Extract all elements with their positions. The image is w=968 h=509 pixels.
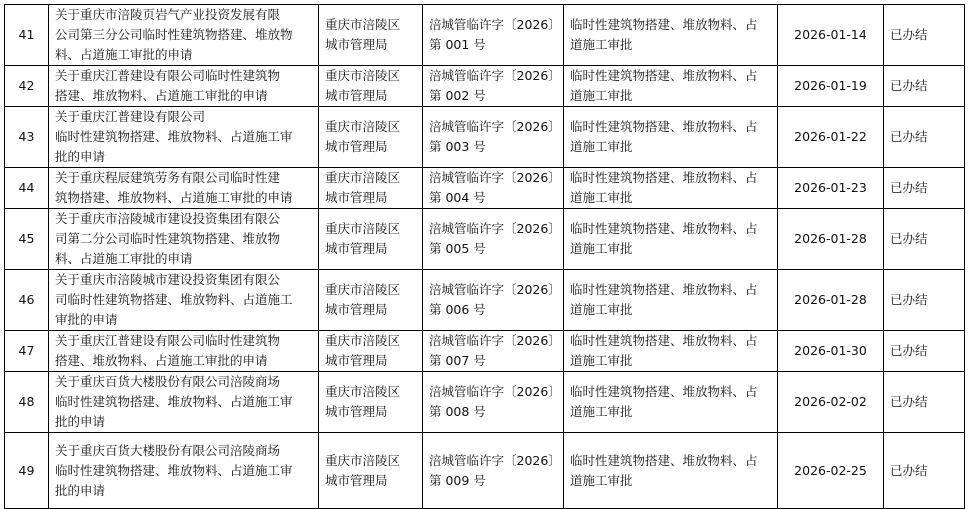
permit-number-line: 第 004 号	[429, 190, 486, 205]
approval-type-line: 道施工审批	[570, 139, 633, 154]
approval-type	[564, 168, 778, 209]
table-row	[5, 168, 965, 209]
issuing-department-line: 城市管理局	[325, 353, 388, 368]
table-row	[5, 433, 965, 509]
application-title-line: 料、占道施工审批的申请	[55, 47, 193, 62]
application-title	[49, 168, 319, 209]
issuing-department	[319, 270, 423, 331]
completion-date: 2026-01-19	[778, 66, 884, 107]
completion-date: 2026-02-25	[778, 433, 884, 509]
issuing-department-line: 重庆市涪陵区	[325, 17, 401, 32]
status-text: 已办结	[884, 209, 965, 270]
approval-type-line: 道施工审批	[570, 404, 633, 419]
approval-type	[564, 433, 778, 509]
application-title-line: 料、占道施工审批的申请	[55, 251, 193, 266]
approval-type-line: 道施工审批	[570, 353, 633, 368]
application-title	[49, 5, 319, 66]
approval-type	[564, 107, 778, 168]
issuing-department-line: 重庆市涪陵区	[325, 333, 401, 348]
issuing-department-line: 城市管理局	[325, 404, 388, 419]
approval-type-line: 道施工审批	[570, 302, 633, 317]
approval-type-line: 临时性建筑物搭建、堆放物料、占	[570, 119, 758, 134]
issuing-department	[319, 331, 423, 372]
permit-number-line: 第 003 号	[429, 139, 486, 154]
permit-number	[423, 433, 564, 509]
approval-type	[564, 270, 778, 331]
issuing-department-line: 重庆市涪陵区	[325, 119, 401, 134]
permit-number-line: 第 002 号	[429, 88, 486, 103]
issuing-department	[319, 5, 423, 66]
row-number: 48	[5, 372, 49, 433]
application-title-line: 司临时性建筑物搭建、堆放物料、占道施工	[55, 292, 293, 307]
status-text: 已办结	[884, 5, 965, 66]
approval-type	[564, 331, 778, 372]
permit-number-line: 涪城管临许字〔2026〕	[429, 17, 561, 32]
completion-date: 2026-01-28	[778, 209, 884, 270]
application-title	[49, 209, 319, 270]
application-title-line: 关于重庆市涪陵城市建设投资集团有限公	[55, 272, 281, 287]
issuing-department-line: 重庆市涪陵区	[325, 282, 401, 297]
application-title-line: 关于重庆江普建设有限公司临时性建筑物	[55, 68, 281, 83]
application-title-line: 关于重庆江普建设有限公司	[55, 109, 206, 124]
approval-type	[564, 5, 778, 66]
application-title-line: 临时性建筑物搭建、堆放物料、占道施工审	[55, 462, 293, 478]
completion-date: 2026-02-02	[778, 372, 884, 433]
application-title-line: 筑物搭建、堆放物料、占道施工审批的申请	[55, 190, 293, 205]
permit-number-line: 第 009 号	[429, 472, 486, 488]
issuing-department	[319, 209, 423, 270]
permit-number-line: 涪城管临许字〔2026〕	[429, 282, 561, 297]
application-title-line: 搭建、堆放物料、占道施工审批的申请	[55, 353, 268, 368]
approval-type-line: 临时性建筑物搭建、堆放物料、占	[570, 170, 758, 185]
status-text: 已办结	[884, 433, 965, 509]
approval-type-line: 道施工审批	[570, 88, 633, 103]
approval-type	[564, 66, 778, 107]
permit-number-line: 涪城管临许字〔2026〕	[429, 384, 561, 399]
approval-type-line: 道施工审批	[570, 241, 633, 256]
completion-date: 2026-01-23	[778, 168, 884, 209]
table-body	[5, 5, 965, 509]
application-title-line: 审批的申请	[55, 312, 118, 327]
application-title-line: 关于重庆江普建设有限公司临时性建筑物	[55, 333, 281, 348]
issuing-department-line: 城市管理局	[325, 241, 388, 256]
issuing-department	[319, 168, 423, 209]
application-title	[49, 331, 319, 372]
application-title-line: 公司第三分公司临时性建筑物搭建、堆放物	[55, 27, 293, 42]
completion-date: 2026-01-14	[778, 5, 884, 66]
application-title-line: 批的申请	[55, 414, 106, 429]
application-title-line: 关于重庆市涪陵城市建设投资集团有限公	[55, 211, 281, 226]
issuing-department-line: 城市管理局	[325, 302, 388, 317]
application-title-line: 批的申请	[55, 482, 106, 498]
approval-type-line: 临时性建筑物搭建、堆放物料、占	[570, 384, 758, 399]
completion-date: 2026-01-30	[778, 331, 884, 372]
row-number: 41	[5, 5, 49, 66]
approval-type-line: 道施工审批	[570, 190, 633, 205]
permit-number-line: 第 005 号	[429, 241, 486, 256]
permit-number	[423, 372, 564, 433]
application-title-line: 关于重庆市涪陵页岩气产业投资发展有限	[55, 7, 281, 22]
issuing-department-line: 重庆市涪陵区	[325, 221, 401, 236]
issuing-department-line: 城市管理局	[325, 472, 388, 488]
approval-type-line: 临时性建筑物搭建、堆放物料、占	[570, 452, 758, 468]
approval-type	[564, 372, 778, 433]
status-text: 已办结	[884, 372, 965, 433]
issuing-department-line: 城市管理局	[325, 37, 388, 52]
approval-type-line: 道施工审批	[570, 472, 633, 488]
issuing-department-line: 城市管理局	[325, 139, 388, 154]
approval-type-line: 临时性建筑物搭建、堆放物料、占	[570, 333, 758, 348]
issuing-department-line: 重庆市涪陵区	[325, 384, 401, 399]
status-text: 已办结	[884, 107, 965, 168]
application-title-line: 临时性建筑物搭建、堆放物料、占道施工审	[55, 394, 293, 409]
permit-number-line: 第 006 号	[429, 302, 486, 317]
approval-type-line: 临时性建筑物搭建、堆放物料、占	[570, 221, 758, 236]
status-text: 已办结	[884, 168, 965, 209]
status-text: 已办结	[884, 331, 965, 372]
issuing-department-line: 重庆市涪陵区	[325, 68, 401, 83]
permit-number-line: 涪城管临许字〔2026〕	[429, 221, 561, 236]
permit-number	[423, 331, 564, 372]
approval-type-line: 临时性建筑物搭建、堆放物料、占	[570, 68, 758, 83]
approval-type-line: 道施工审批	[570, 37, 633, 52]
issuing-department-line: 重庆市涪陵区	[325, 170, 401, 185]
row-number: 42	[5, 66, 49, 107]
row-number: 43	[5, 107, 49, 168]
status-text: 已办结	[884, 270, 965, 331]
status-text: 已办结	[884, 66, 965, 107]
application-title-line: 批的申请	[55, 149, 106, 164]
application-title-line: 司第二分公司临时性建筑物搭建、堆放物	[55, 231, 281, 246]
permit-number-line: 涪城管临许字〔2026〕	[429, 170, 561, 185]
issuing-department-line: 城市管理局	[325, 190, 388, 205]
application-title	[49, 107, 319, 168]
permit-number-line: 涪城管临许字〔2026〕	[429, 452, 561, 468]
table-row	[5, 270, 965, 331]
permit-number	[423, 270, 564, 331]
issuing-department	[319, 66, 423, 107]
issuing-department	[319, 107, 423, 168]
table-row	[5, 209, 965, 270]
application-title	[49, 433, 319, 509]
application-title	[49, 372, 319, 433]
issuing-department-line: 重庆市涪陵区	[325, 452, 401, 468]
application-title-line: 关于重庆百货大楼股份有限公司涪陵商场	[55, 442, 281, 458]
permit-table	[4, 4, 965, 509]
row-number: 45	[5, 209, 49, 270]
permit-number-line: 第 008 号	[429, 404, 486, 419]
application-title-line: 搭建、堆放物料、占道施工审批的申请	[55, 88, 268, 103]
permit-number	[423, 107, 564, 168]
row-number: 49	[5, 433, 49, 509]
application-title-line: 关于重庆百货大楼股份有限公司涪陵商场	[55, 374, 281, 389]
application-title-line: 临时性建筑物搭建、堆放物料、占道施工审	[55, 129, 293, 144]
permit-number-line: 第 007 号	[429, 353, 486, 368]
application-title	[49, 66, 319, 107]
completion-date: 2026-01-22	[778, 107, 884, 168]
permit-number	[423, 168, 564, 209]
issuing-department	[319, 433, 423, 509]
permit-number-line: 涪城管临许字〔2026〕	[429, 119, 561, 134]
permit-number	[423, 209, 564, 270]
application-title-line: 关于重庆程辰建筑劳务有限公司临时性建	[55, 170, 281, 185]
table-row	[5, 66, 965, 107]
table-row	[5, 372, 965, 433]
table-row	[5, 5, 965, 66]
application-title	[49, 270, 319, 331]
row-number: 44	[5, 168, 49, 209]
approval-type-line: 临时性建筑物搭建、堆放物料、占	[570, 17, 758, 32]
row-number: 47	[5, 331, 49, 372]
permit-number	[423, 5, 564, 66]
completion-date: 2026-01-28	[778, 270, 884, 331]
approval-type	[564, 209, 778, 270]
table-row	[5, 107, 965, 168]
permit-number-line: 第 001 号	[429, 37, 486, 52]
row-number: 46	[5, 270, 49, 331]
table-row	[5, 331, 965, 372]
issuing-department-line: 城市管理局	[325, 88, 388, 103]
approval-type-line: 临时性建筑物搭建、堆放物料、占	[570, 282, 758, 297]
permit-number-line: 涪城管临许字〔2026〕	[429, 68, 561, 83]
issuing-department	[319, 372, 423, 433]
permit-number	[423, 66, 564, 107]
permit-number-line: 涪城管临许字〔2026〕	[429, 333, 561, 348]
